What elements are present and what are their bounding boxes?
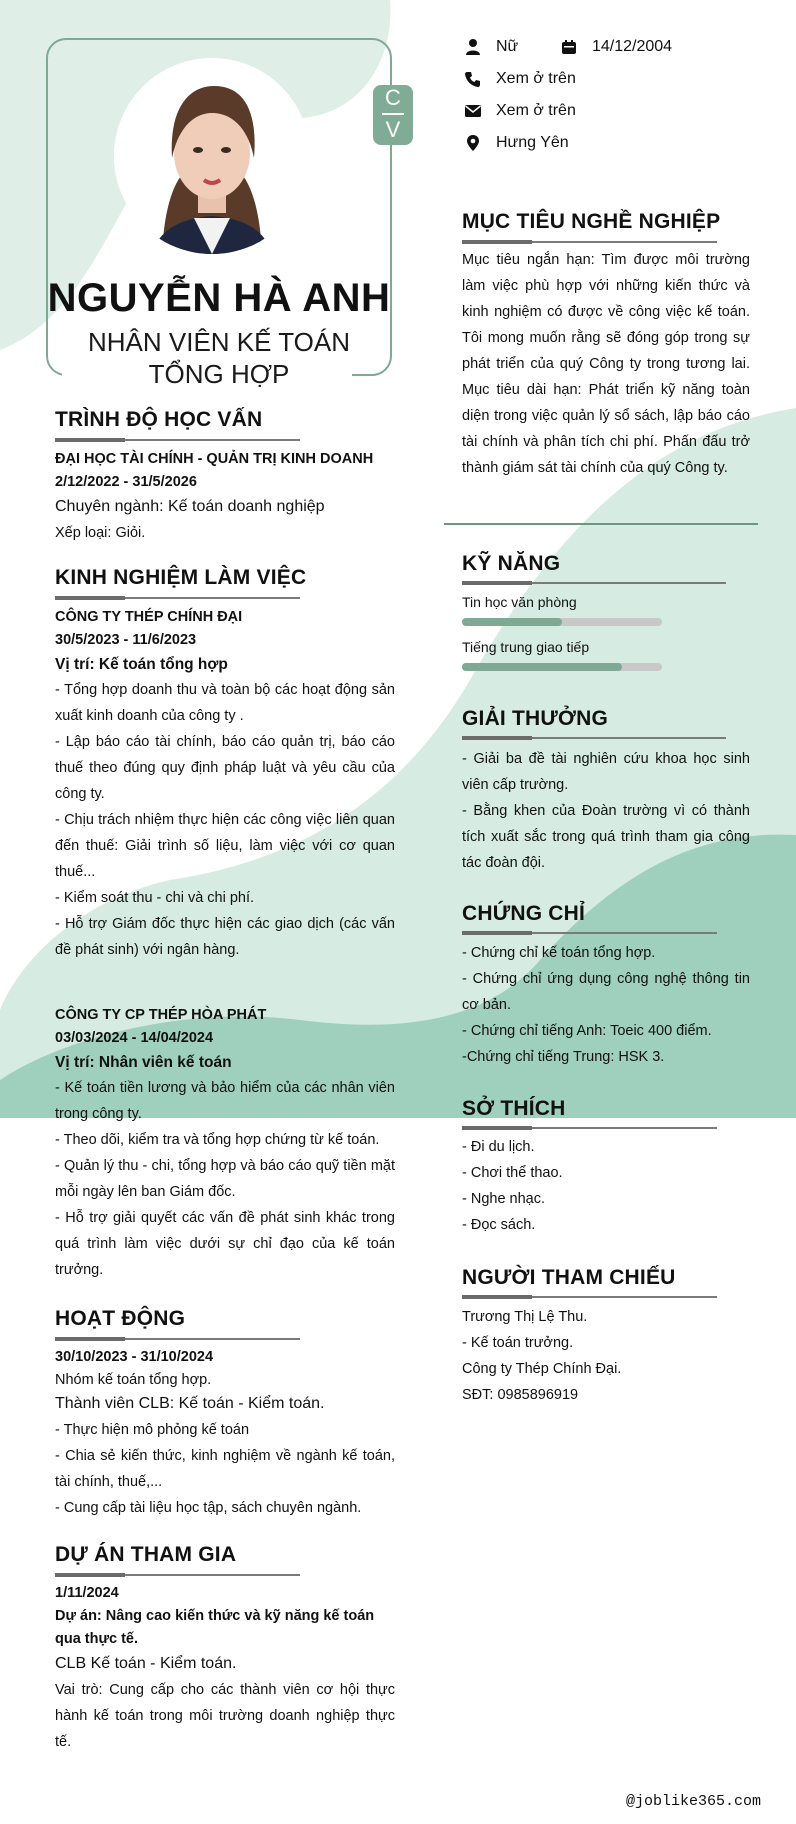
reference-item: Trương Thị Lệ Thu. [462,1309,588,1325]
education-title: TRÌNH ĐỘ HỌC VẤN [55,408,263,431]
envelope-icon [464,102,482,120]
candidate-role [46,326,392,390]
phone-icon [464,70,482,88]
skill-bar-fill [462,618,562,626]
project-role: Vai trò: Cung cấp cho các thành viên cơ hội thực hành kế toán trong môi trường doanh nghiệp thực tế. [55,1682,395,1750]
reference-item: - Kế toán trưởng. [462,1335,574,1351]
profile-photo [114,58,310,254]
awards-underline [462,737,726,739]
awards-title: GIẢI THƯỞNG [462,707,609,730]
cv-badge-divider [382,113,404,115]
activities-group: Nhóm kế toán tổng hợp. [55,1372,212,1388]
experience-job-1 [55,606,395,963]
certificates-section [462,940,750,1070]
objective-text: Mục tiêu ngắn hạn: Tìm được môi trường làm việc phù hợp với những kiến thức và kinh nghiệm có được về công việc kế toán. Tôi mong muốn rằng sẽ đóng góp trong sự phát triển của quý Công ty trong tương lai. Mục tiêu dài hạn: Phát triển kỹ năng toàn diện trong việc quản lý sổ sách, lập báo cáo tài chính và phân tích chi phí. Phấn đấu trở thành giám sát tài chính của quý Công ty. [462,252,750,476]
activities-underline [55,1338,300,1340]
contact-address [464,134,569,152]
job-item: - Chịu trách nhiệm thực hiện các công việc liên quan đến thuế: Giải trình số liệu, làm việc với cơ quan thuế... [55,812,395,880]
certificate-item: - Chứng chỉ kế toán tổng hợp. [462,945,656,961]
objective-underline [462,241,717,243]
hobby-item: - Đọc sách. [462,1217,536,1233]
job-period: 30/5/2023 - 11/6/2023 [55,632,197,648]
candidate-role-line2: TỔNG HỢP [148,359,290,389]
birthday-value: 14/12/2004 [592,38,673,55]
education-major: Chuyên ngành: Kế toán doanh nghiệp [55,498,325,515]
footer-watermark: @joblike365.com [626,1793,762,1810]
activities-section [55,1346,395,1521]
education-school: ĐẠI HỌC TÀI CHÍNH - QUẢN TRỊ KINH DOANH [55,451,374,467]
experience-title: KINH NGHIỆM LÀM VIỆC [55,566,307,589]
job-item: - Kế toán tiền lương và bảo hiểm của các nhân viên trong công ty. [55,1080,395,1122]
hobbies-title: SỞ THÍCH [462,1097,566,1120]
candidate-role-line1: NHÂN VIÊN KẾ TOÁN [88,327,350,357]
job-company: CÔNG TY CP THÉP HÒA PHÁT [55,1007,267,1023]
skill-label: Tiếng trung giao tiếp [462,639,590,655]
job-item: - Hỗ trợ Giám đốc thực hiện các giao dịch (các vấn đề phát sinh) với ngân hàng. [55,916,395,958]
certificate-item: -Chứng chỉ tiếng Trung: HSK 3. [462,1049,665,1065]
hobby-item: - Đi du lịch. [462,1139,535,1155]
hobby-item: - Chơi thể thao. [462,1165,563,1181]
job-position: Vị trí: Nhân viên kế toán [55,1054,232,1071]
project-club: CLB Kế toán - Kiểm toán. [55,1655,237,1672]
job-item: - Kiểm soát thu - chi và chi phí. [55,890,255,906]
experience-job-2 [55,1004,395,1283]
cv-badge-bottom: V [385,117,401,142]
job-item: - Quản lý thu - chi, tổng hợp và báo cáo quỹ tiền mặt mỗi ngày lên ban Giám đốc. [55,1158,395,1200]
award-item: - Giải ba đề tài nghiên cứu khoa học sinh viên cấp trường. [462,751,750,793]
awards-section [462,746,750,876]
skills-title: KỸ NĂNG [462,552,561,575]
activity-item: - Chia sẻ kiến thức, kinh nghiệm về ngành kế toán, tài chính, thuế,... [55,1448,395,1490]
skill-label: Tin học văn phòng [462,594,577,610]
projects-section [55,1582,395,1755]
contact-phone [464,70,576,88]
skill-bar [462,663,662,671]
location-pin-icon [464,134,482,152]
job-position: Vị trí: Kế toán tổng hợp [55,656,228,673]
certificate-item: - Chứng chỉ ứng dụng công nghệ thông tin cơ bản. [462,971,750,1013]
experience-underline [55,597,300,599]
education-underline [55,439,300,441]
phone-value: Xem ở trên [496,70,576,87]
project-date: 1/11/2024 [55,1585,119,1601]
education-grade: Xếp loại: Giỏi. [55,525,146,541]
email-value: Xem ở trên [496,102,576,119]
hobbies-underline [462,1127,717,1129]
projects-underline [55,1574,300,1576]
education-section [55,448,395,546]
calendar-icon [560,38,578,56]
job-company: CÔNG TY THÉP CHÍNH ĐẠI [55,609,243,625]
certificates-title: CHỨNG CHỈ [462,902,586,925]
projects-title: DỰ ÁN THAM GIA [55,1543,237,1566]
portrait-illustration [114,58,310,254]
cv-badge [373,85,413,145]
skills-underline [462,582,726,584]
address-value: Hưng Yên [496,134,569,151]
activity-item: - Cung cấp tài liệu học tập, sách chuyên ngành. [55,1500,362,1516]
reference-item: Công ty Thép Chính Đại. [462,1361,622,1377]
contact-gender [464,38,518,56]
cv-badge-top: C [385,85,401,110]
reference-underline [462,1296,717,1298]
job-item: - Lập báo cáo tài chính, báo cáo quản trị, báo cáo thuế theo đúng quy định pháp luật và yêu cầu của công ty. [55,734,395,802]
candidate-name: NGUYỄN HÀ ANH [47,276,391,320]
skill-bar-fill [462,663,622,671]
job-period: 03/03/2024 - 14/04/2024 [55,1030,214,1046]
skill-bar [462,618,662,626]
reference-title: NGƯỜI THAM CHIẾU [462,1266,676,1289]
certificates-underline [462,932,717,934]
job-item: - Tổng hợp doanh thu và toàn bộ các hoạt động sản xuất kinh doanh của công ty . [55,682,395,724]
reference-section [462,1304,750,1408]
activities-period: 30/10/2023 - 31/10/2024 [55,1349,214,1365]
objective-title: MỤC TIÊU NGHỀ NGHIỆP [462,210,721,233]
gender-value: Nữ [496,38,519,55]
contact-email [464,102,576,120]
hobbies-section [462,1134,750,1238]
hobby-item: - Nghe nhạc. [462,1191,546,1207]
person-icon [464,38,482,56]
contact-birthday [560,38,672,56]
education-period: 2/12/2022 - 31/5/2026 [55,474,197,490]
certificate-item: - Chứng chỉ tiếng Anh: Toeic 400 điểm. [462,1023,712,1039]
activities-title: HOẠT ĐỘNG [55,1307,186,1330]
section-divider [444,523,758,525]
activities-member: Thành viên CLB: Kế toán - Kiểm toán. [55,1395,325,1412]
activity-item: - Thực hiện mô phỏng kế toán [55,1422,250,1438]
job-item: - Theo dõi, kiểm tra và tổng hợp chứng từ kế toán. [55,1132,380,1148]
award-item: - Bằng khen của Đoàn trường vì có thành tích xuất sắc trong quá trình tham gia công tác đoàn đội. [462,803,750,871]
job-item: - Hỗ trợ giải quyết các vấn đề phát sinh khác trong quá trình làm việc dưới sự chỉ đạo của kế toán trưởng. [55,1210,395,1278]
project-name: Dự án: Nâng cao kiến thức và kỹ năng kế toán qua thực tế. [55,1608,375,1647]
reference-item: SĐT: 0985896919 [462,1387,579,1403]
